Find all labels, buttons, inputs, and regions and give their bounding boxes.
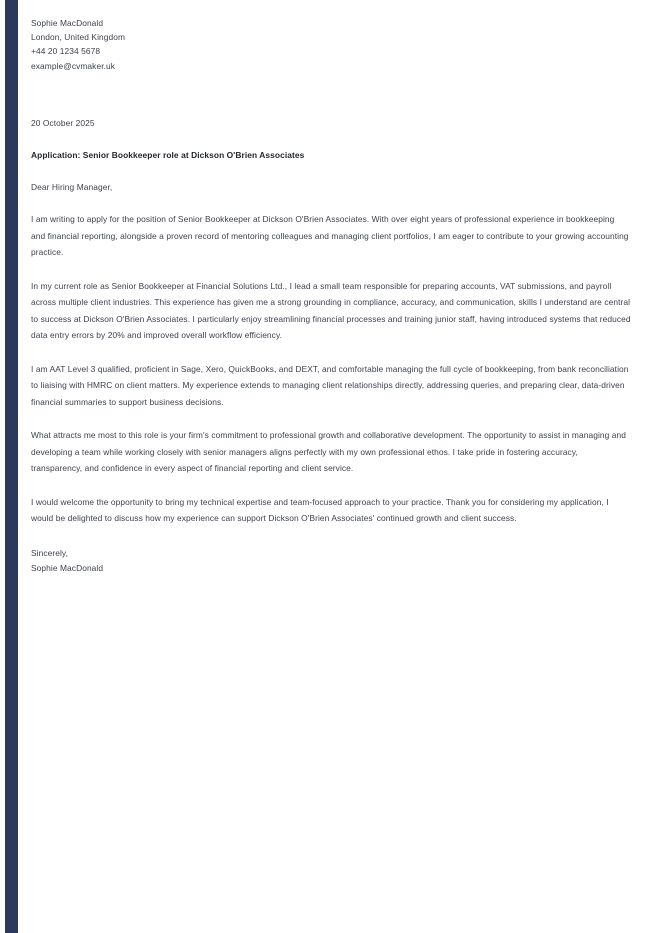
sender-location: London, United Kingdom <box>31 32 126 43</box>
letter-paragraph: I am writing to apply for the position of Senior Bookkeeper at Dickson O'Brien Associates. With over eight years of professional experience in bookkeeping and financial reporting, alongside a proven record of mentoring colleagues and managing client portfolios, I am eager to contribute to your growing accounting practice. <box>31 214 629 258</box>
letter-paragraph: What attracts me most to this role is your firm's commitment to professional growth and collaborative development. The opportunity to assist in managing and developing a team while working closely with senior managers aligns perfectly with my own professional ethos. I take pride in fostering accuracy, transparency, and confidence in every aspect of financial reporting and client service. <box>31 430 627 474</box>
letter-signature: Sophie MacDonald <box>31 562 104 573</box>
sender-phone: +44 20 1234 5678 <box>31 46 101 57</box>
sender-contact-block <box>31 16 631 73</box>
letter-salutation: Dear Hiring Manager, <box>31 182 113 193</box>
letter-closing: Sincerely, <box>31 547 68 558</box>
left-accent-bar <box>5 0 18 933</box>
sender-email: example@cvmaker.uk <box>31 60 116 71</box>
letter-date: 20 October 2025 <box>31 117 95 128</box>
letter-subject: Application: Senior Bookkeeper role at Dickson O'Brien Associates <box>31 150 305 161</box>
letter-paragraph: I would welcome the opportunity to bring my technical expertise and team-focused approach to your practice. Thank you for considering my application, I would be delighted to discuss how my experience can support Dickson O'Brien Associates' continued growth and client success. <box>31 496 609 524</box>
sender-name: Sophie MacDonald <box>31 18 104 28</box>
letter-content <box>31 16 631 576</box>
letter-closing-block <box>31 546 631 576</box>
letter-paragraph: In my current role as Senior Bookkeeper at Financial Solutions Ltd., I lead a small team responsible for preparing accounts, VAT submissions, and payroll across multiple client industries. This experience has given me a strong grounding in compliance, accuracy, and communication, skills I understand are central to success at Dickson O'Brien Associates. I particularly enjoy streamlining financial processes and training junior staff, having introduced systems that reduced data entry errors by 20% and improved overall workflow efficiency. <box>31 280 631 341</box>
letter-paragraph: I am AAT Level 3 qualified, proficient in Sage, Xero, QuickBooks, and DEXT, and comfortable managing the full cycle of bookkeeping, from bank reconciliation to liaising with HMRC on client matters. My experience extends to managing client relationships directly, addressing queries, and preparing clear, data-driven financial summaries to support business decisions. <box>31 363 629 407</box>
